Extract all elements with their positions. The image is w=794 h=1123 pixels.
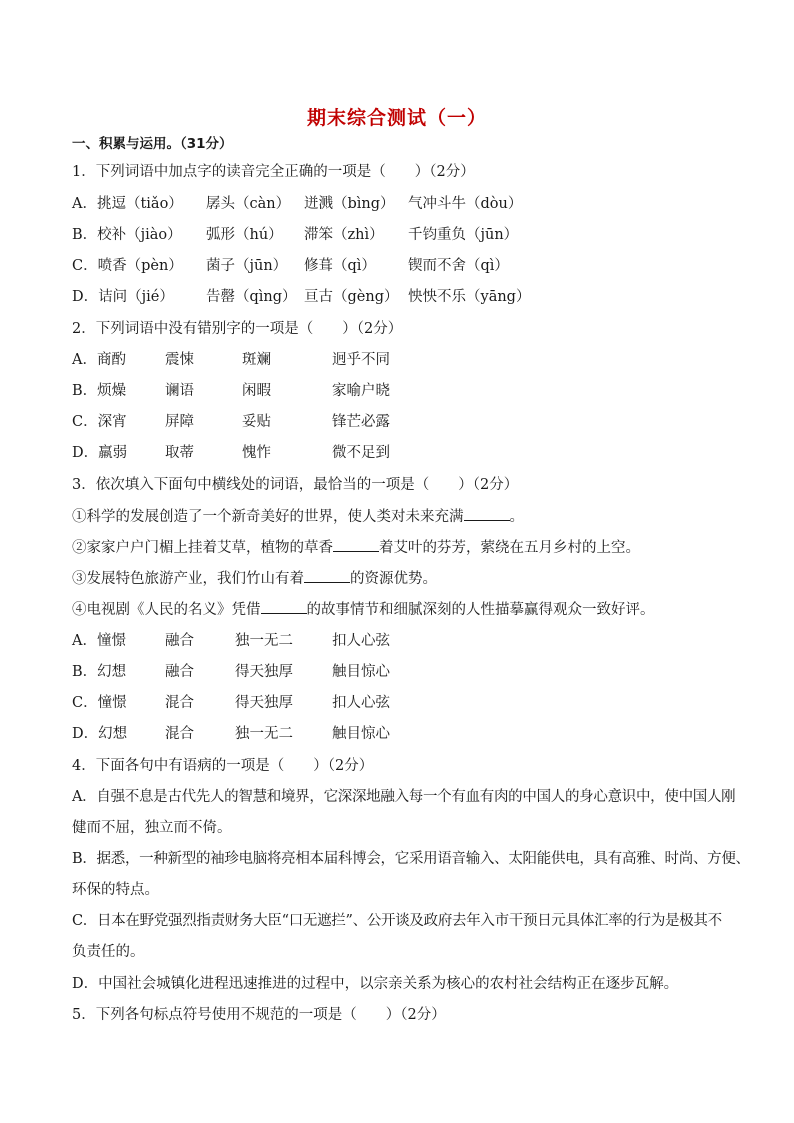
option-word: 锲而不舍（qì） [408,258,509,274]
option-word: 亘古（gèng） [304,289,399,305]
question-4-option-b-line-2: 环保的特点。 [72,882,159,898]
option-word: 独一无二 [235,633,293,649]
sentence-text: ①科学的发展创造了一个新奇美好的世界，使人类对未来充满 [72,509,464,525]
option-word: 气冲斗牛（dòu） [408,196,523,212]
option-word: 迸溅（bìng） [304,196,395,212]
option-word: 取蒂 [165,445,194,461]
option-word: B．烦燥 [72,383,127,399]
question-4-option-a-line-1: A．自强不息是古代先人的智慧和境界，它深深地融入每一个有血有肉的中国人的身心意识中，使中国人刚 [72,789,736,805]
option-word: C．深宵 [72,414,127,430]
question-1-stem: 1．下列词语中加点字的读音完全正确的一项是（ ）（2分） [72,164,475,180]
option-word: 千钧重负（jūn） [408,227,519,243]
sentence-text: 。 [509,509,524,525]
option-word: D．羸弱 [72,445,128,461]
option-word: 扣人心弦 [332,695,390,711]
question-4-option-c-line-2: 负责任的。 [72,944,145,960]
question-3-stem: 3．依次填入下面句中横线处的词语，最恰当的一项是（ ）（2分） [72,477,519,493]
sentence-text: 的资源优势。 [350,571,437,587]
fill-blank [333,537,379,552]
option-word: 触目惊心 [332,664,390,680]
option-word: D．幻想 [72,726,128,742]
option-word: 得天独厚 [235,664,293,680]
fill-blank [464,506,510,521]
question-4-stem: 4．下面各句中有语病的一项是（ ）（2分） [72,758,374,774]
fill-blank [261,599,307,614]
option-word: 独一无二 [235,726,293,742]
option-word: 滞笨（zhì） [304,227,384,243]
option-word: A．憧憬 [72,633,126,649]
sentence-text: 着艾叶的芬芳，萦绕在五月乡村的上空。 [379,540,640,556]
question-2-stem: 2．下列词语中没有错别字的一项是（ ）（2分） [72,321,403,337]
option-word: B．幻想 [72,664,127,680]
option-word: 谰语 [165,383,194,399]
question-4-option-a-line-2: 健而不屈，独立而不倚。 [72,820,232,836]
option-word: 混合 [165,695,194,711]
option-word: D．诘问（jié） [72,289,174,305]
option-word: 混合 [165,726,194,742]
sentence-text: ④电视剧《人民的名义》凭借 [72,602,261,618]
option-word: 融合 [165,633,194,649]
option-word: 弧形（hú） [206,227,283,243]
option-word: 修葺（qì） [304,258,376,274]
option-word: 闲暇 [242,383,271,399]
sentence-text: ③发展特色旅游产业，我们竹山有着 [72,571,304,587]
option-word: A．挑逗（tiǎo） [72,196,183,212]
option-word: 家喻户晓 [332,383,390,399]
option-word: 扣人心弦 [332,633,390,649]
fill-blank [304,568,350,583]
question-4-option-c-line-1: C．日本在野党强烈指责财务大臣“口无遮拦”、公开谈及政府去年入市干预日元具体汇率的行为是极其不 [72,913,722,929]
question-4-option-d: D．中国社会城镇化进程迅速推进的过程中，以宗亲关系为核心的农村社会结构正在逐步瓦解。 [72,976,679,992]
option-word: C．喷香（pèn） [72,258,183,274]
option-word: 告罄（qìng） [206,289,297,305]
option-word: A．商酌 [72,352,126,368]
option-word: B．校补（jiào） [72,227,182,243]
question-3-sentence-1 [72,506,724,527]
option-word: C．憧憬 [72,695,127,711]
option-word: 震悚 [165,352,194,368]
page-title: 期末综合测试（一） [306,107,487,129]
question-3-sentence-4 [72,599,724,620]
option-word: 融合 [165,664,194,680]
sentence-text: 的故事情节和细腻深刻的人性描摹赢得观众一致好评。 [306,602,655,618]
option-word: 锋芒必露 [332,414,390,430]
sentence-text: ②家家户户门楣上挂着艾草，植物的草香 [72,540,333,556]
option-word: 菌子（jūn） [206,258,288,274]
option-word: 迥乎不同 [332,352,390,368]
option-word: 怏怏不乐（yāng） [408,289,531,305]
question-5-stem: 5．下列各句标点符号使用不规范的一项是（ ）（2分） [72,1007,446,1023]
question-3-sentence-2 [72,537,724,558]
question-4-option-b-line-1: B．据悉，一种新型的袖珍电脑将亮相本届科博会，它采用语音输入、太阳能供电，具有高雅、时尚、方便、 [72,851,750,867]
option-word: 微不足到 [332,445,390,461]
option-word: 妥贴 [242,414,271,430]
option-word: 触目惊心 [332,726,390,742]
option-word: 斑斓 [242,352,271,368]
question-3-sentence-3 [72,568,724,589]
option-word: 得天独厚 [235,695,293,711]
section-heading: 一、积累与运用。（31分） [72,136,233,152]
option-word: 愧怍 [242,445,271,461]
option-word: 屏障 [165,414,194,430]
option-word: 孱头（càn） [206,196,291,212]
